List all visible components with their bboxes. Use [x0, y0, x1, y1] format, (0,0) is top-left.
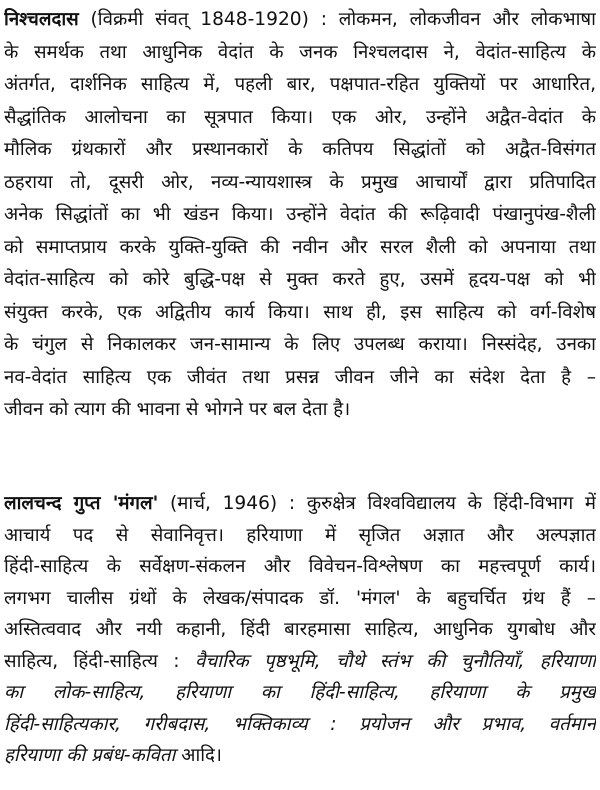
- entry-mixed-line: [4, 740, 596, 772]
- entry-text-line: जीवन को त्याग की भावना से भोगने पर बल देता है।: [4, 399, 351, 420]
- entry-text-line: नव-वेदांत साहित्य एक जीवंत तथा प्रसन्न जीवन जीने का संदेश देता है –: [4, 366, 596, 388]
- biography-entry-lalchand-gupt: [4, 488, 596, 772]
- entry-dates: (मार्च, 1946): [170, 493, 278, 514]
- entry-text: साहित्य, हिंदी-साहित्य :: [4, 650, 180, 672]
- entry-first-line: [4, 4, 596, 37]
- entry-text-line: लगभग चालीस ग्रंथों के लेखक/संपादक डॉ. 'मंगल' के बहुचर्चित ग्रंथ हैं –: [4, 587, 596, 609]
- entry-text-line: को समाप्तप्राय करके युक्ति-युक्ति की नवीन और सरल शैली को अपनाया तथा: [4, 236, 596, 258]
- entry-text-line: वेदांत-साहित्य को कोरे बुद्धि-पक्ष से मुक्त करते हुए, उसमें हृदय-पक्ष को भी: [4, 269, 596, 290]
- entry-text-line: सैद्धांतिक आलोचना का सूत्रपात किया। एक ओर, उन्होंने अद्वैत-वेदांत के: [4, 106, 596, 128]
- entry-heading: निश्चलदास: [4, 9, 79, 30]
- entry-text-line: के चंगुल से निकालकर जन-सामान्य के लिए उपलब्ध कराया। निस्संदेह, उनका: [4, 334, 596, 355]
- book-titles-italic-line: का लोक-साहित्य, हरियाणा का हिंदी-साहित्य, हरियाणा के प्रमुख: [4, 682, 596, 703]
- entry-heading: लालचन्द गुप्त 'मंगल': [4, 493, 159, 514]
- entry-text-line: मौलिक ग्रंथकारों और प्रस्थानकारों के कतिपय सिद्धांतों को अद्वैत-विसंगत: [4, 139, 596, 160]
- entry-dates: (विक्रमी संवत् 1848-1920): [90, 9, 309, 30]
- entry-text-line: आचार्य पद से सेवानिवृत्त। हरियाणा में सृजित अज्ञात और अल्पज्ञात: [4, 524, 596, 546]
- entry-mixed-line: [4, 646, 596, 678]
- entry-text: आदि।: [181, 745, 222, 766]
- entry-text-line: अनेक सिद्धांतों का भी खंडन किया। उन्होंने वेदांत की रूढ़िवादी पंखानुपंख-शैली: [4, 204, 596, 225]
- entry-text: : कुरुक्षेत्र विश्वविद्यालय के हिंदी-विभाग में: [288, 493, 596, 514]
- entry-text: : लोकमन, लोकजीवन और लोकभाषा: [320, 9, 596, 30]
- book-titles-italic: हरियाणा की प्रबंध-कविता: [4, 745, 176, 766]
- entry-text-line: के समर्थक तथा आधुनिक वेदांत के जनक निश्चलदास ने, वेदांत-साहित्य के: [4, 41, 596, 63]
- biography-entry-nishchaldas: [4, 4, 596, 427]
- entry-text-line: अंतर्गत, दार्शनिक साहित्य में, पहली बार, पक्षपात-रहित युक्तियों पर आधारित,: [4, 74, 596, 95]
- entry-text-line: हिंदी-साहित्य के सर्वेक्षण-संकलन और विवेचन-विश्लेषण का महत्त्वपूर्ण कार्य।: [4, 556, 596, 577]
- entry-text-line: अस्तित्ववाद और नयी कहानी, हिंदी बारहमासा साहित्य, आधुनिक युगबोध और: [4, 619, 596, 640]
- entry-text-line: ठहराया तो, दूसरी ओर, नव्य-न्यायशास्त्र के प्रमुख आचार्यों द्वारा प्रतिपादित: [4, 171, 596, 193]
- book-titles-italic: वैचारिक पृष्ठभूमि, चौथे स्तंभ की चुनौतियाँ, हरियाणा: [194, 650, 596, 672]
- entry-text-line: संयुक्त करके, एक अद्वितीय कार्य किया। साथ ही, इस साहित्य को वर्ग-विशेष: [4, 301, 596, 323]
- book-titles-italic-line: हिंदी-साहित्यकार, गरीबदास, भक्तिकाव्य : प्रयोजन और प्रभाव, वर्तमान: [4, 713, 596, 735]
- entry-first-line: [4, 488, 596, 520]
